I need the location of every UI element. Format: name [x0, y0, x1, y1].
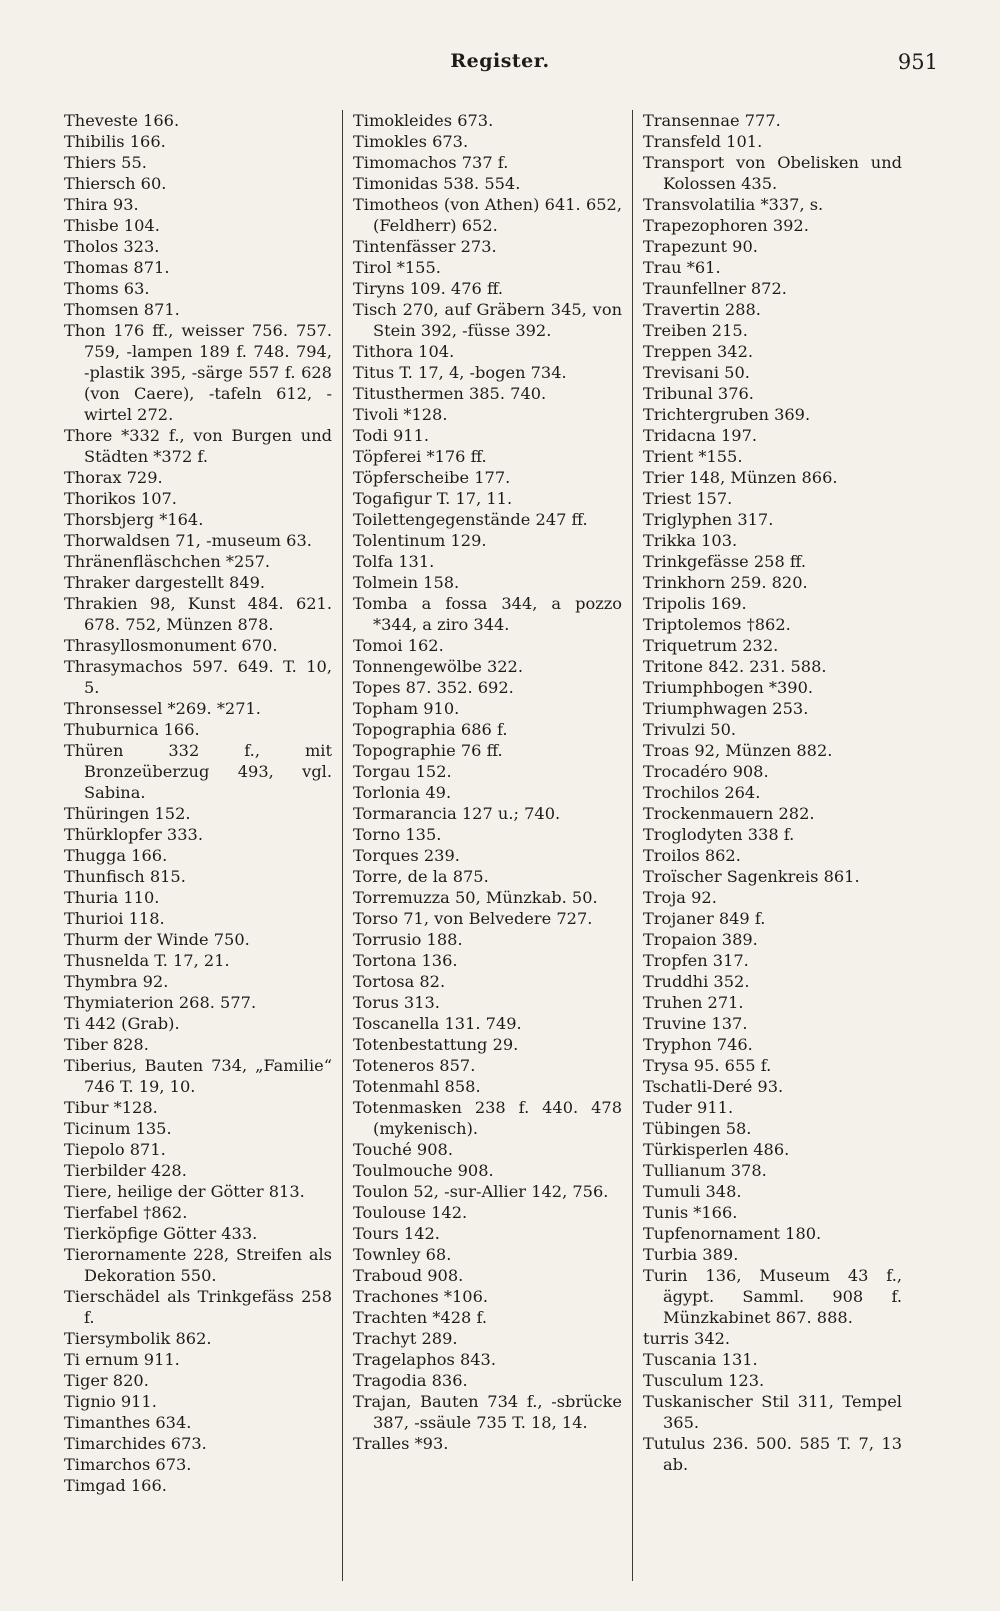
- index-entry: Trient *155.: [643, 447, 743, 466]
- index-column-2: [342, 110, 632, 1581]
- index-entry: Thugga 166.: [64, 846, 168, 865]
- index-entry: Togafigur T. 17, 11.: [353, 489, 513, 508]
- index-entry: Tuskanischer Stil 311, Tempel 365.: [643, 1392, 902, 1432]
- index-entry: Traboud 908.: [353, 1266, 464, 1285]
- index-entry: Trichtergruben 369.: [643, 405, 811, 424]
- index-entry: Tropfen 317.: [643, 951, 749, 970]
- index-column-1: [64, 110, 342, 1581]
- index-entry: Timgad 166.: [64, 1476, 167, 1495]
- index-entry: Tschatli-Deré 93.: [643, 1077, 784, 1096]
- index-entry: Tropaion 389.: [643, 930, 758, 949]
- index-entry: Thon 176 ff., weisser 756. 757. 759, -lampen 189 f. 748. 794, -plastik 395, -särge 557 f. 628 (von Caere), -tafeln 612, -wirtel 272.: [64, 321, 332, 424]
- index-entry: Thibilis 166.: [64, 132, 166, 151]
- index-entry: Trachones *106.: [353, 1287, 489, 1306]
- index-entry: Truddhi 352.: [643, 972, 750, 991]
- index-entry: Thisbe 104.: [64, 216, 160, 235]
- index-entry: Thunfisch 815.: [64, 867, 186, 886]
- index-entry: Topes 87. 352. 692.: [353, 678, 514, 697]
- index-entry: Thronsessel *269. *271.: [64, 699, 261, 718]
- index-entry: Timotheos (von Athen) 641. 652, (Feldherr) 652.: [353, 195, 622, 235]
- index-entry: Totenmahl 858.: [353, 1077, 481, 1096]
- index-columns: [64, 110, 952, 1581]
- index-entry: turris 342.: [643, 1329, 731, 1348]
- index-entry: Thuburnica 166.: [64, 720, 200, 739]
- index-entry: Tryphon 746.: [643, 1035, 753, 1054]
- index-entry: Tunis *166.: [643, 1203, 738, 1222]
- index-entry: Torques 239.: [353, 846, 460, 865]
- index-entry: Tignio 911.: [64, 1392, 157, 1411]
- index-entry: Torre, de la 875.: [353, 867, 489, 886]
- index-entry: Toulon 52, -sur-Allier 142, 756.: [353, 1182, 609, 1201]
- index-entry: Thore *332 f., von Burgen und Städten *372 f.: [64, 426, 332, 466]
- index-entry: Tiber 828.: [64, 1035, 149, 1054]
- index-entry: Thymiaterion 268. 577.: [64, 993, 257, 1012]
- index-entry: Trivulzi 50.: [643, 720, 737, 739]
- index-entry: Tolentinum 129.: [353, 531, 487, 550]
- index-entry: Thomsen 871.: [64, 300, 180, 319]
- index-entry: Toulouse 142.: [353, 1203, 468, 1222]
- index-entry: Townley 68.: [353, 1245, 452, 1264]
- index-entry: Thrasymachos 597. 649. T. 10, 5.: [64, 657, 332, 697]
- index-entry: Thrasyllosmonument 670.: [64, 636, 278, 655]
- index-entry: Tridacna 197.: [643, 426, 758, 445]
- index-entry: Thorsbjerg *164.: [64, 510, 204, 529]
- page-title: Register.: [450, 50, 550, 72]
- index-entry: Thomas 871.: [64, 258, 170, 277]
- index-entry: Titusthermen 385. 740.: [353, 384, 547, 403]
- index-entry: Thymbra 92.: [64, 972, 169, 991]
- index-entry: Tiepolo 871.: [64, 1140, 166, 1159]
- index-entry: Topographie 76 ff.: [353, 741, 503, 760]
- index-entry: Tithora 104.: [353, 342, 455, 361]
- index-entry: Trevisani 50.: [643, 363, 750, 382]
- index-entry: Thoms 63.: [64, 279, 150, 298]
- index-entry: Trapezunt 90.: [643, 237, 758, 256]
- index-entry: Tupfenornament 180.: [643, 1224, 822, 1243]
- index-entry: Ticinum 135.: [64, 1119, 172, 1138]
- index-entry: Trojaner 849 f.: [643, 909, 766, 928]
- index-entry: Thurioi 118.: [64, 909, 165, 928]
- index-entry: Traunfellner 872.: [643, 279, 787, 298]
- index-column-3: [632, 110, 912, 1581]
- index-entry: Tierbilder 428.: [64, 1161, 187, 1180]
- index-entry: Tritone 842. 231. 588.: [643, 657, 827, 676]
- index-entry: Trinkgefässe 258 ff.: [643, 552, 806, 571]
- index-entry: Turin 136, Museum 43 f., ägypt. Samml. 908 f. Münzkabinet 867. 888.: [643, 1266, 902, 1327]
- index-entry: Tonnengewölbe 322.: [353, 657, 523, 676]
- index-entry: Tribunal 376.: [643, 384, 754, 403]
- index-entry: Timarchides 673.: [64, 1434, 207, 1453]
- index-entry: Tiersymbolik 862.: [64, 1329, 212, 1348]
- index-entry: Tragelaphos 843.: [353, 1350, 496, 1369]
- index-entry: Töpferscheibe 177.: [353, 468, 511, 487]
- index-entry: Triumphbogen *390.: [643, 678, 814, 697]
- index-entry: Toteneros 857.: [353, 1056, 476, 1075]
- index-entry: Travertin 288.: [643, 300, 761, 319]
- index-entry: Truhen 271.: [643, 993, 744, 1012]
- index-entry: Troglodyten 338 f.: [643, 825, 795, 844]
- index-entry: Tragodia 836.: [353, 1371, 468, 1390]
- index-entry: Tusculum 123.: [643, 1371, 765, 1390]
- index-entry: Troas 92, Münzen 882.: [643, 741, 833, 760]
- index-entry: Thürklopfer 333.: [64, 825, 203, 844]
- index-entry: Tolfa 131.: [353, 552, 435, 571]
- index-entry: Toilettengegenstände 247 ff.: [353, 510, 588, 529]
- index-entry: Toulmouche 908.: [353, 1161, 494, 1180]
- index-entry: Tivoli *128.: [353, 405, 448, 424]
- index-entry: Töpferei *176 ff.: [353, 447, 487, 466]
- index-entry: Thurm der Winde 750.: [64, 930, 250, 949]
- index-entry: Trocadéro 908.: [643, 762, 769, 781]
- index-entry: Tiger 820.: [64, 1371, 149, 1390]
- index-entry: Tierköpfige Götter 433.: [64, 1224, 258, 1243]
- index-entry: Torso 71, von Belvedere 727.: [353, 909, 593, 928]
- index-entry: Tralles *93.: [353, 1434, 449, 1453]
- index-entry: Toscanella 131. 749.: [353, 1014, 522, 1033]
- index-entry: Thorax 729.: [64, 468, 163, 487]
- index-entry: Thränenfläschchen *257.: [64, 552, 271, 571]
- index-entry: Tortona 136.: [353, 951, 458, 970]
- index-entry: Trau *61.: [643, 258, 721, 277]
- index-entry: Torlonia 49.: [353, 783, 452, 802]
- index-entry: Treppen 342.: [643, 342, 754, 361]
- index-entry: Tiberius, Bauten 734, „Familie“ 746 T. 19, 10.: [64, 1056, 332, 1096]
- index-entry: Tortosa 82.: [353, 972, 446, 991]
- index-entry: Totenbestattung 29.: [353, 1035, 519, 1054]
- index-entry: Tierornamente 228, Streifen als Dekoration 550.: [64, 1245, 332, 1285]
- index-entry: Tiere, heilige der Götter 813.: [64, 1182, 305, 1201]
- index-entry: Tintenfässer 273.: [353, 237, 497, 256]
- index-entry: Triglyphen 317.: [643, 510, 774, 529]
- index-entry: Thrakien 98, Kunst 484. 621. 678. 752, Münzen 878.: [64, 594, 332, 634]
- index-entry: Thiersch 60.: [64, 174, 167, 193]
- index-entry: Timanthes 634.: [64, 1413, 192, 1432]
- index-entry: Tierfabel †862.: [64, 1203, 188, 1222]
- index-entry: Tomba a fossa 344, a pozzo *344, a ziro 344.: [353, 594, 622, 634]
- index-entry: Tibur *128.: [64, 1098, 158, 1117]
- index-entry: Transport von Obelisken und Kolossen 435.: [643, 153, 902, 193]
- index-entry: Transvolatilia *337, s.: [643, 195, 824, 214]
- index-entry: Triumphwagen 253.: [643, 699, 809, 718]
- index-entry: Trochilos 264.: [643, 783, 761, 802]
- index-entry: Thüringen 152.: [64, 804, 191, 823]
- index-entry: Thiers 55.: [64, 153, 147, 172]
- index-entry: Tirol *155.: [353, 258, 441, 277]
- index-entry: Timokles 673.: [353, 132, 469, 151]
- index-entry: Tutulus 236. 500. 585 T. 7, 13 ab.: [643, 1434, 902, 1474]
- index-entry: Troja 92.: [643, 888, 717, 907]
- index-entry: Thira 93.: [64, 195, 139, 214]
- index-entry: Trinkhorn 259. 820.: [643, 573, 808, 592]
- index-entry: Tisch 270, auf Gräbern 345, von Stein 392, -füsse 392.: [353, 300, 622, 340]
- index-entry: Thusnelda T. 17, 21.: [64, 951, 230, 970]
- index-entry: Trikka 103.: [643, 531, 738, 550]
- page-header: [62, 50, 938, 80]
- index-entry: Transennae 777.: [643, 111, 781, 130]
- index-entry: Troïscher Sagenkreis 861.: [643, 867, 860, 886]
- index-entry: Turbia 389.: [643, 1245, 739, 1264]
- index-entry: Trier 148, Münzen 866.: [643, 468, 838, 487]
- index-entry: Ti 442 (Grab).: [64, 1014, 180, 1033]
- index-entry: Troilos 862.: [643, 846, 741, 865]
- index-entry: Thorwaldsen 71, -museum 63.: [64, 531, 312, 550]
- index-entry: Tripolis 169.: [643, 594, 747, 613]
- index-entry: Touché 908.: [353, 1140, 453, 1159]
- index-entry: Trachten *428 f.: [353, 1308, 488, 1327]
- index-entry: Tours 142.: [353, 1224, 440, 1243]
- index-entry: Tumuli 348.: [643, 1182, 742, 1201]
- index-entry: Tübingen 58.: [643, 1119, 752, 1138]
- index-entry: Torno 135.: [353, 825, 442, 844]
- page-number: 951: [897, 50, 938, 74]
- index-entry: Timokleides 673.: [353, 111, 494, 130]
- index-entry: Torrusio 188.: [353, 930, 463, 949]
- index-entry: Trachyt 289.: [353, 1329, 458, 1348]
- index-entry: Topographia 686 f.: [353, 720, 508, 739]
- index-entry: Thraker dargestellt 849.: [64, 573, 266, 592]
- index-entry: Todi 911.: [353, 426, 430, 445]
- index-entry: Triest 157.: [643, 489, 733, 508]
- index-entry: Timonidas 538. 554.: [353, 174, 521, 193]
- index-entry: Truvine 137.: [643, 1014, 748, 1033]
- index-entry: Trysa 95. 655 f.: [643, 1056, 772, 1075]
- index-entry: Türkisperlen 486.: [643, 1140, 790, 1159]
- index-entry: Totenmasken 238 f. 440. 478 (mykenisch).: [353, 1098, 622, 1138]
- index-entry: Trockenmauern 282.: [643, 804, 815, 823]
- index-entry: Tholos 323.: [64, 237, 160, 256]
- index-entry: Tolmein 158.: [353, 573, 460, 592]
- index-entry: Treiben 215.: [643, 321, 748, 340]
- index-entry: Torus 313.: [353, 993, 440, 1012]
- index-entry: Theveste 166.: [64, 111, 180, 130]
- index-entry: Thuria 110.: [64, 888, 160, 907]
- index-entry: Tomoi 162.: [353, 636, 444, 655]
- index-entry: Tormarancia 127 u.; 740.: [353, 804, 561, 823]
- index-entry: Thüren 332 f., mit Bronzeüberzug 493, vgl. Sabina.: [64, 741, 332, 802]
- index-entry: Thorikos 107.: [64, 489, 177, 508]
- index-entry: Tiryns 109. 476 ff.: [353, 279, 504, 298]
- index-entry: Triquetrum 232.: [643, 636, 779, 655]
- index-entry: Triptolemos †862.: [643, 615, 791, 634]
- index-entry: Trapezophoren 392.: [643, 216, 809, 235]
- index-entry: Timarchos 673.: [64, 1455, 192, 1474]
- index-entry: Trajan, Bauten 734 f., -sbrücke 387, -ssäule 735 T. 18, 14.: [353, 1392, 622, 1432]
- index-entry: Tuder 911.: [643, 1098, 734, 1117]
- index-entry: Topham 910.: [353, 699, 460, 718]
- index-entry: Transfeld 101.: [643, 132, 763, 151]
- index-entry: Tierschädel als Trinkgefäss 258 f.: [64, 1287, 332, 1327]
- index-entry: Torgau 152.: [353, 762, 452, 781]
- index-entry: Titus T. 17, 4, -bogen 734.: [353, 363, 567, 382]
- index-entry: Tuscania 131.: [643, 1350, 758, 1369]
- index-entry: Timomachos 737 f.: [353, 153, 509, 172]
- index-entry: Ti ernum 911.: [64, 1350, 180, 1369]
- index-entry: Tullianum 378.: [643, 1161, 767, 1180]
- index-entry: Torremuzza 50, Münzkab. 50.: [353, 888, 598, 907]
